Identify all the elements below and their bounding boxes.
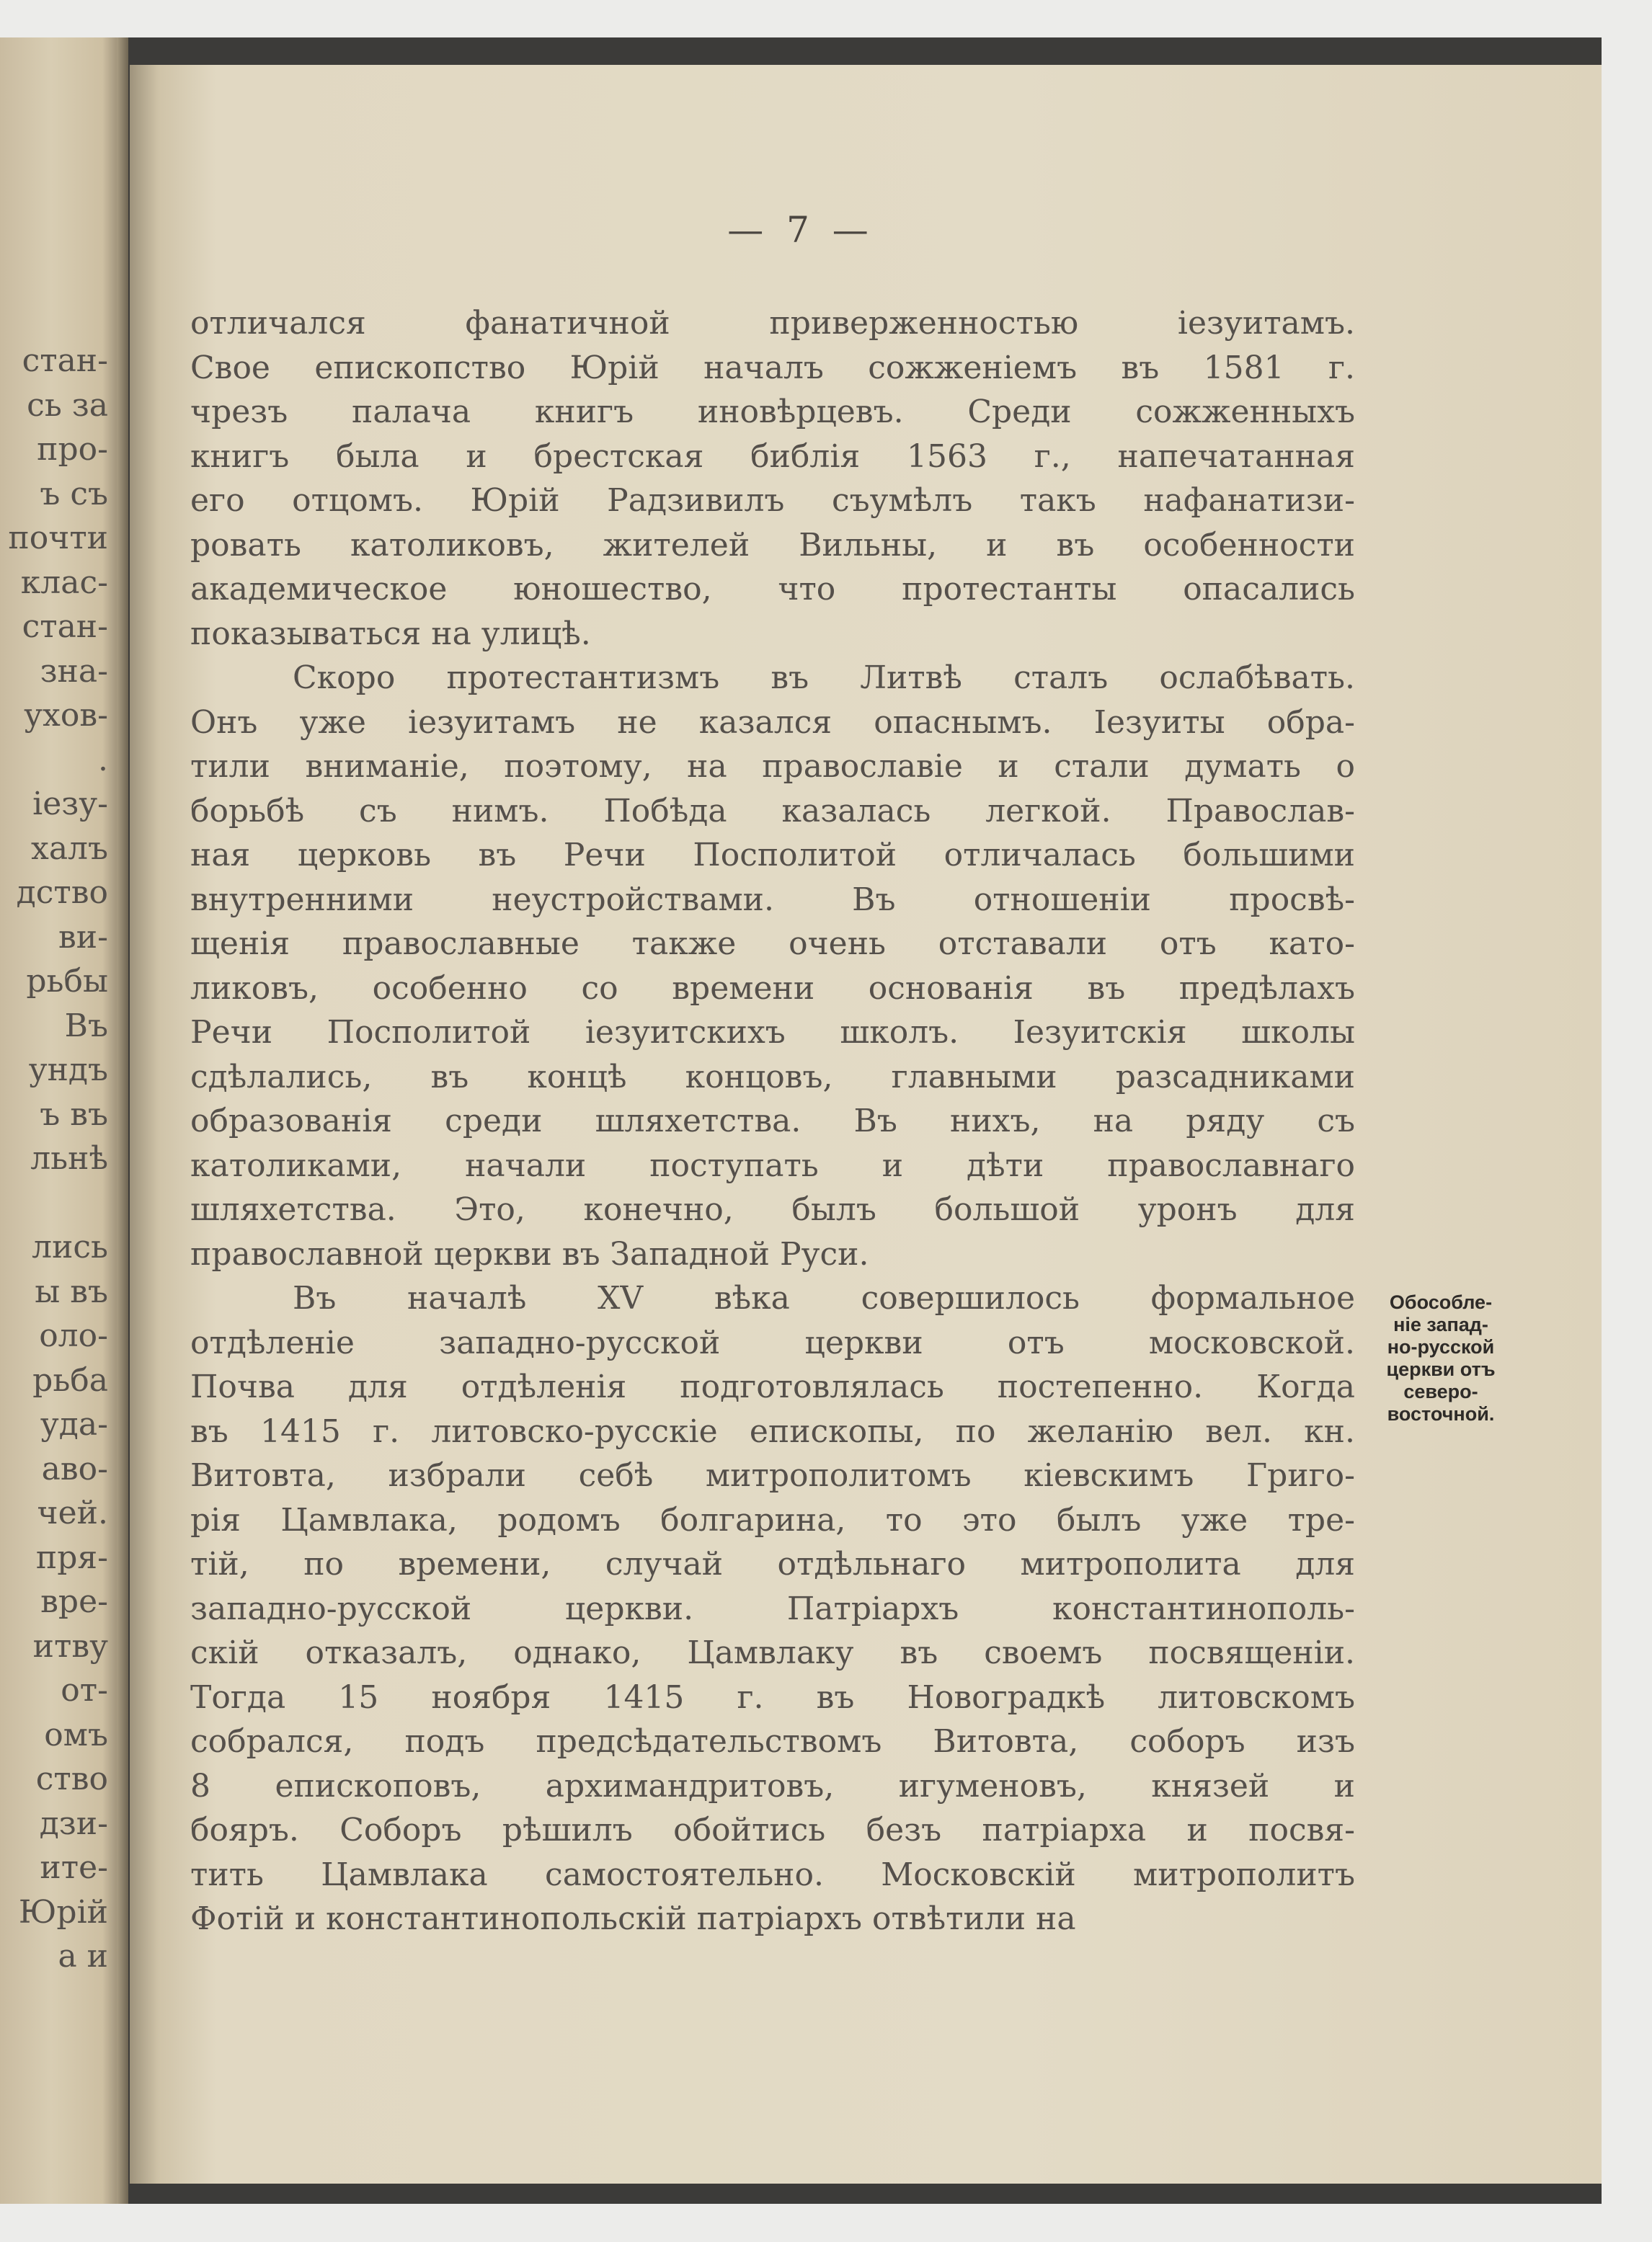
left-fragment: пря-	[35, 1539, 108, 1576]
left-fragment: ухов-	[24, 697, 108, 734]
left-fragment: рьба	[32, 1361, 108, 1399]
left-fragment: чей.	[37, 1495, 108, 1531]
left-fragment: клас-	[20, 564, 108, 601]
book-gutter	[117, 37, 128, 2204]
left-fragment: рьбы	[26, 963, 108, 1000]
text-line: образованiя среди шляхетства. Въ нихъ, на ряду съ	[190, 1103, 1355, 1139]
text-line: Речи Посполитой iезуитскихъ школъ. Iезуитскiя школы	[190, 1014, 1355, 1051]
text-line: Онъ уже iезуитамъ не казался опаснымъ. Iезуиты обра-	[190, 703, 1355, 741]
text-line: 8 епископовъ, архимандритовъ, игуменовъ, князей и	[190, 1767, 1355, 1805]
text-line: шляхетства. Это, конечно, былъ большой уронъ для	[190, 1191, 1355, 1228]
left-fragment: про-	[37, 431, 108, 468]
paragraph	[190, 656, 1355, 1276]
left-page-text-fragments	[0, 339, 108, 1979]
text-line: показываться на улицѣ.	[190, 615, 591, 652]
text-line: сдѣлались, въ концѣ концовъ, главными разсадниками	[190, 1058, 1355, 1095]
left-fragment: итву	[32, 1627, 108, 1665]
left-fragment: лись	[32, 1229, 108, 1265]
left-fragment: сь за	[27, 386, 108, 424]
left-fragment: ви-	[58, 918, 108, 956]
page-number: — 7 —	[727, 209, 874, 251]
text-line: его отцомъ. Юрiй Радзивилъ съумѣлъ такъ нафанатизи-	[190, 482, 1355, 519]
left-fragment: вре-	[40, 1583, 108, 1620]
left-fragment: льнѣ	[30, 1140, 108, 1177]
margin-note-line: нiе запад-	[1393, 1314, 1488, 1335]
text-line: тили вниманiе, поэтому, на православiе и стали думать о	[190, 748, 1355, 785]
left-fragment: Въ	[64, 1007, 108, 1044]
margin-note-line: церкви отъ	[1386, 1358, 1496, 1380]
left-fragment: ы въ	[35, 1273, 108, 1310]
text-line: бояръ. Соборъ рѣшилъ обойтись безъ патрiарха и посвя-	[190, 1812, 1355, 1849]
left-fragment: стан-	[22, 342, 108, 379]
left-fragment: халъ	[31, 829, 108, 867]
left-page-edge	[0, 37, 128, 2204]
text-line: тiй, по времени, случай отдѣльнаго митрополита для	[190, 1546, 1355, 1583]
left-fragment: дство	[16, 874, 108, 911]
left-fragment: ъ въ	[40, 1095, 108, 1133]
text-line: западно-русской церкви. Патрiархъ константинополь-	[190, 1590, 1355, 1627]
left-fragment: почти	[8, 520, 108, 556]
left-fragment: зна-	[40, 652, 108, 690]
left-fragment: iезу-	[32, 786, 108, 822]
text-line: православной церкви въ Западной Руси.	[190, 1235, 869, 1273]
margin-note-line: восточной.	[1387, 1403, 1495, 1425]
text-line: щенiя православные также очень отставали отъ като-	[190, 925, 1355, 962]
text-line: отдѣленiе западно-русской церкви отъ московской.	[190, 1324, 1355, 1361]
margin-note-line: но-русской	[1387, 1336, 1495, 1358]
left-fragment: стан-	[22, 608, 108, 645]
text-line: чрезъ палача книгъ иновѣрцевъ. Среди сожженныхъ	[190, 393, 1355, 430]
left-fragment: а и	[58, 1938, 108, 1975]
paragraph	[190, 301, 1355, 656]
text-line: католиками, начали поступать и дѣти православнаго	[190, 1147, 1355, 1184]
text-line: ликовъ, особенно со времени основанiя въ предѣлахъ	[190, 969, 1355, 1007]
margin-note-line: северо-	[1403, 1381, 1478, 1402]
text-line: Тогда 15 ноября 1415 г. въ Новоградкѣ литовскомъ	[190, 1678, 1355, 1716]
text-line: отличался фанатичной приверженностью iезуитамъ.	[190, 305, 1355, 342]
text-line: внутренними неустройствами. Въ отношенiи просвѣ-	[190, 881, 1355, 918]
left-fragment: Юрiй	[18, 1893, 108, 1931]
text-line: Фотiй и константинопольскiй патрiархъ отвѣтили на	[190, 1900, 1076, 1937]
text-line: скiй отказалъ, однако, Цамвлаку въ своемъ посвященiи.	[190, 1634, 1355, 1671]
margin-note	[1358, 1291, 1524, 1425]
text-line: борьбѣ съ нимъ. Побѣда казалась легкой. Православ-	[190, 792, 1355, 829]
text-line: рiя Цамвлака, родомъ болгарина, то это былъ уже тре-	[190, 1501, 1355, 1539]
left-fragment: ите-	[40, 1849, 108, 1886]
left-fragment: ундъ	[28, 1051, 108, 1088]
text-line: Скоро протестантизмъ въ Литвѣ сталъ ослабѣвать.	[293, 659, 1355, 696]
text-line: Въ началѣ XV вѣка совершилось формальное	[293, 1280, 1355, 1317]
left-fragment: аво-	[41, 1450, 108, 1487]
left-fragment: .	[98, 741, 108, 778]
text-line: въ 1415 г. литовско-русскiе епископы, по желанiю вел. кн.	[190, 1413, 1355, 1450]
text-line: книгъ была и брестская библiя 1563 г., напечатанная	[190, 437, 1355, 475]
left-fragment: ство	[35, 1761, 108, 1797]
text-line: ная церковь въ Речи Посполитой отличалась большими	[190, 837, 1355, 873]
text-line: ровать католиковъ, жителей Вильны, и въ особенности	[190, 526, 1355, 564]
left-fragment: дзи-	[39, 1805, 108, 1842]
text-line: тить Цамвлака самостоятельно. Московскiй митрополитъ	[190, 1856, 1355, 1893]
left-fragment: омъ	[44, 1716, 108, 1753]
text-line: Почва для отдѣленiя подготовлялась постепенно. Когда	[190, 1369, 1355, 1405]
left-fragment: уда-	[40, 1406, 108, 1443]
left-fragment: оло-	[39, 1317, 108, 1354]
text-line: академическое юношество, что протестанты опасались	[190, 571, 1355, 608]
left-fragment: от-	[61, 1672, 108, 1709]
left-fragment	[0, 1181, 108, 1226]
text-line: Свое епископство Юрiй началъ сожженiемъ въ 1581 г.	[190, 349, 1355, 386]
text-line: Витовта, избрали себѣ митрополитомъ кiевскимъ Григо-	[190, 1457, 1355, 1494]
left-fragment: ъ съ	[40, 475, 108, 512]
text-line: собрался, подъ предсѣдательствомъ Витовта, соборъ изъ	[190, 1723, 1355, 1760]
margin-note-line: Обособле-	[1389, 1291, 1493, 1313]
body-text	[190, 301, 1355, 1941]
paragraph	[190, 1276, 1355, 1941]
